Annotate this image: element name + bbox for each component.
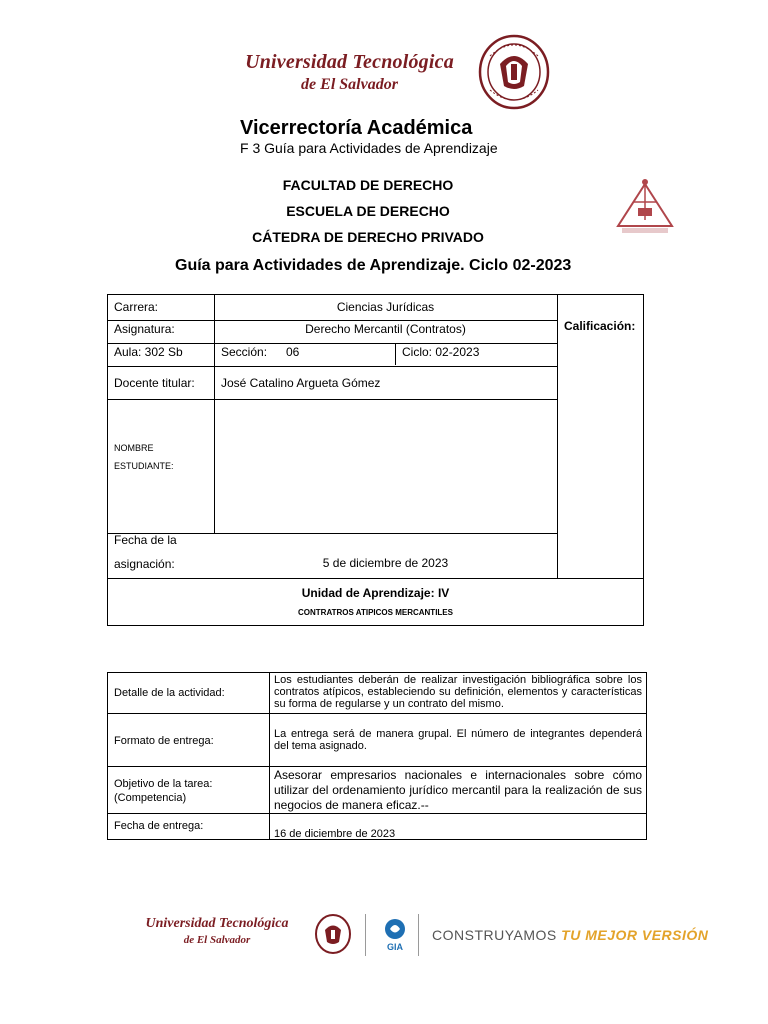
vice-rectory-title: Vicerrectoría Académica [240,117,473,139]
slogan-accent: TU MEJOR VERSIÓN [561,927,709,943]
student-name-field[interactable] [215,400,556,532]
estudiante-label: ESTUDIANTE: [114,461,174,471]
nombre-label: NOMBRE [114,443,154,453]
school-heading: ESCUELA DE DERECHO [286,203,450,219]
chair-logo-icon [612,176,678,240]
university-name: Universidad Tecnológica [245,51,454,73]
formato-value: La entrega será de manera grupal. El número de integrantes dependerá del tema asignado. [274,728,642,752]
unidad-aprendizaje: Unidad de Aprendizaje: IV [301,586,450,600]
footer-slogan [432,927,708,943]
form-title: F 3 Guía para Actividades de Aprendizaje [240,140,498,156]
objetivo-value: Asesorar empresarios nacionales e internacionales sobre cómo utilizar del ordenamiento jurídico mercantil para la realización de sus negocios de manera eficaz.-- [274,768,642,812]
docente-value: José Catalino Argueta Gómez [221,376,381,390]
detalle-value: Los estudiantes deberán de realizar investigación bibliográfica sobre los contratos atípicos, estableciendo su definición, elementos y características su forma de regularse y un contrato del mismo. [274,674,642,710]
university-logo [222,52,477,93]
seccion-value: 06 [286,345,300,359]
ciclo-value: Ciclo: 02-2023 [402,345,480,359]
guide-title: Guía para Actividades de Aprendizaje. Ciclo 02-2023 [175,257,572,274]
gia-label: GIA [386,942,404,952]
footer-seal-icon [314,913,352,955]
footer-university-name: Universidad Tecnológica [145,916,289,931]
fecha-asignacion-label-2: asignación: [114,557,175,571]
footer-university-location: de El Salvador [183,934,251,946]
calificacion-label: Calificación: [564,319,636,333]
docente-label: Docente titular: [114,376,195,390]
university-seal-icon [478,34,550,110]
objetivo-label: Objetivo de la tarea: [114,778,213,790]
footer-university-logo [122,917,312,946]
detalle-label: Detalle de la actividad: [114,687,225,699]
aula-value: Aula: 302 Sb [114,345,183,359]
footer-divider [365,914,366,956]
course-info-table [107,294,644,626]
seccion-label: Sección: [221,345,268,359]
competencia-label: (Competencia) [114,792,187,804]
fecha-entrega-value: 16 de diciembre de 2023 [274,828,396,840]
fecha-entrega-label: Fecha de entrega: [114,820,204,832]
footer-divider-2 [418,914,419,956]
formato-label: Formato de entrega: [114,735,214,747]
asignatura-label: Asignatura: [114,322,175,336]
chair-heading: CÁTEDRA DE DERECHO PRIVADO [252,229,484,245]
asignatura-value: Derecho Mercantil (Contratos) [305,322,466,336]
gia-logo-icon [380,916,410,956]
unidad-subtitle: CONTRATROS ATIPICOS MERCANTILES [298,608,453,617]
faculty-heading: FACULTAD DE DERECHO [282,177,454,193]
carrera-label: Carrera: [114,300,159,314]
fecha-asignacion-label-1: Fecha de la [114,533,177,547]
slogan-plain: CONSTRUYAMOS [432,927,562,943]
carrera-value: Ciencias Jurídicas [336,300,435,314]
fecha-asignacion-value: 5 de diciembre de 2023 [322,556,449,570]
activity-table [107,672,647,840]
university-location: de El Salvador [301,76,398,93]
